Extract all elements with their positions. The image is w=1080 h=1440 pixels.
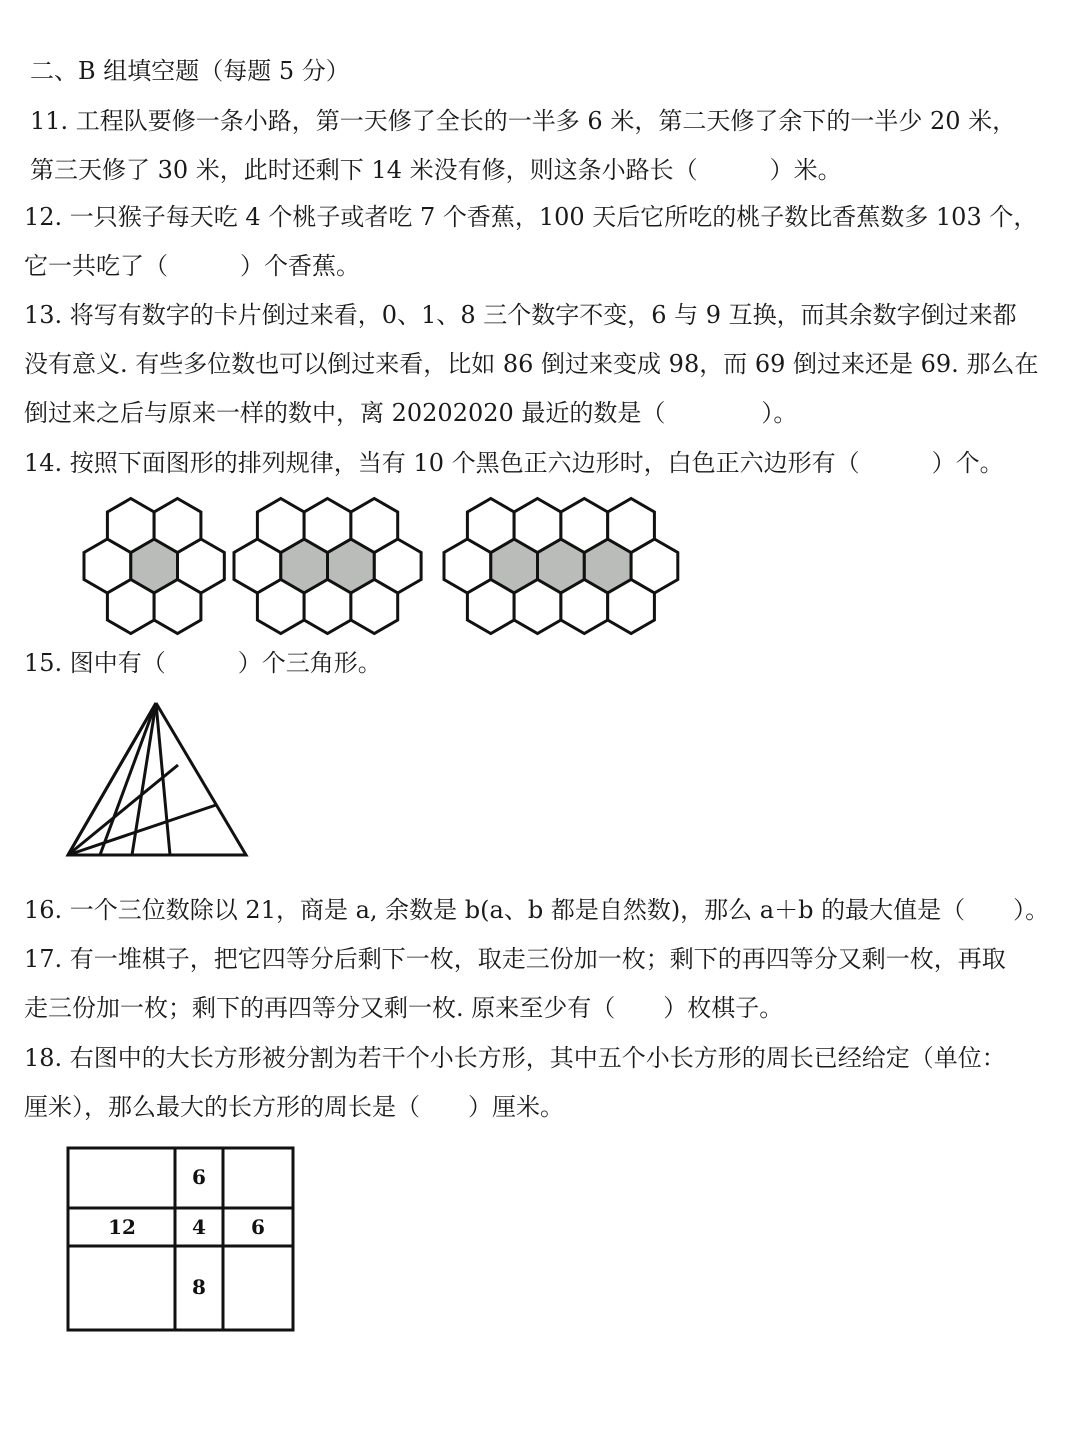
cell-label-middle-right: 6: [251, 1215, 265, 1239]
white-hexagon: [561, 499, 608, 553]
question-11-line-1: 11. 工程队要修一条小路，第一天修了全长的一半多 6 米，第二天修了余下的一半少 20 米，: [30, 107, 1017, 135]
white-hexagon: [608, 580, 655, 634]
question-15-line-1: 15. 图中有（ ）个三角形。: [24, 649, 382, 677]
white-hexagon: [351, 499, 398, 553]
triangle-figure: [60, 695, 260, 865]
white-hexagon: [257, 499, 304, 553]
white-hexagon: [514, 499, 561, 553]
line-cross-2: [68, 805, 216, 855]
cell-label-top-middle: 6: [192, 1165, 206, 1189]
outer-rectangle: [68, 1148, 293, 1330]
white-hexagon: [107, 499, 154, 553]
white-hexagon: [304, 580, 351, 634]
question-16-line-1: 16. 一个三位数除以 21，商是 a, 余数是 b(a、b 都是自然数)，那么 a＋b 的最大值是（ ）。: [24, 896, 1050, 924]
question-11-line-2: 第三天修了 30 米，此时还剩下 14 米没有修，则这条小路长（ ）米。: [30, 156, 842, 184]
white-hexagon: [304, 499, 351, 553]
white-hexagon: [467, 580, 514, 634]
question-12-line-2: 它一共吃了（ ）个香蕉。: [24, 252, 360, 280]
question-18-line-2: 厘米），那么最大的长方形的周长是（ ）厘米。: [24, 1093, 564, 1121]
cell-label-middle-left: 12: [108, 1215, 136, 1239]
question-13-line-2: 没有意义. 有些多位数也可以倒过来看，比如 86 倒过来变成 98，而 69 倒过来还是 69. 那么在: [24, 350, 1039, 378]
white-hexagon: [514, 580, 561, 634]
hexagon-pattern-drawing: [60, 500, 700, 630]
question-13-line-1: 13. 将写有数字的卡片倒过来看，0、1、8 三个数字不变，6 与 9 互换，而其余数字倒过来都: [24, 301, 1017, 329]
white-hexagon: [608, 499, 655, 553]
cell-label-bottom-middle: 8: [192, 1275, 206, 1299]
question-17-line-1: 17. 有一堆棋子，把它四等分后剩下一枚，取走三份加一枚；剩下的再四等分又剩一枚，再取: [24, 945, 1006, 973]
white-hexagon: [257, 580, 304, 634]
rectangle-grid-figure: [66, 1146, 298, 1336]
section-title: 二、B 组填空题（每题 5 分）: [30, 57, 350, 85]
white-hexagon: [351, 580, 398, 634]
cell-label-middle-center: 4: [192, 1215, 206, 1239]
white-hexagon: [107, 580, 154, 634]
white-hexagon: [467, 499, 514, 553]
white-hexagon: [561, 580, 608, 634]
white-hexagon: [154, 499, 201, 553]
white-hexagon: [154, 580, 201, 634]
question-12-line-1: 12. 一只猴子每天吃 4 个桃子或者吃 7 个香蕉，100 天后它所吃的桃子数比香蕉数多 103 个，: [24, 203, 1038, 231]
question-13-line-3: 倒过来之后与原来一样的数中，离 20202020 最近的数是（ ）。: [24, 399, 798, 427]
line-apex-2: [100, 703, 156, 855]
question-18-line-1: 18. 右图中的大长方形被分割为若干个小长方形，其中五个小长方形的周长已经给定（单位：: [24, 1044, 1006, 1072]
question-17-line-2: 走三份加一枚；剩下的再四等分又剩一枚. 原来至少有（ ）枚棋子。: [24, 994, 784, 1022]
question-14-line-1: 14. 按照下面图形的排列规律，当有 10 个黑色正六边形时，白色正六边形有（ ）个。: [24, 449, 1004, 477]
line-cross-1: [68, 765, 178, 855]
